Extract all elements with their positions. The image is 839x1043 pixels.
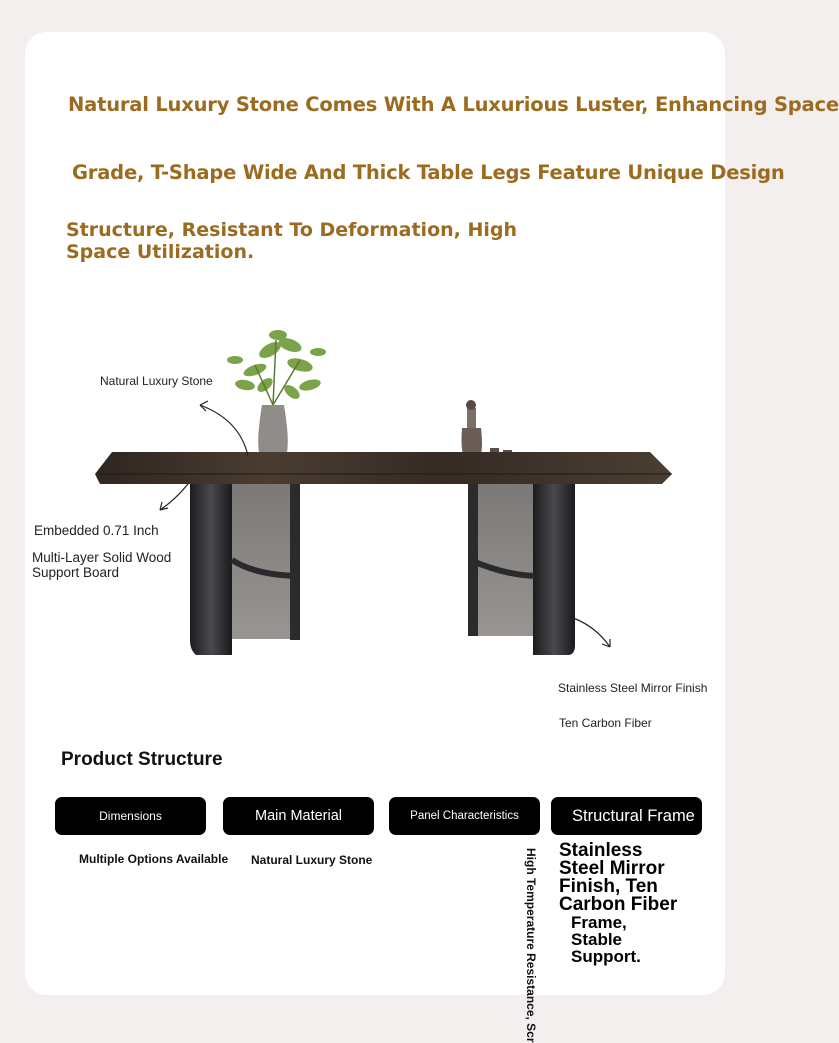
dimensions-value: Multiple Options Available — [79, 852, 229, 866]
annotation-top-stone: Natural Luxury Stone — [100, 374, 213, 388]
headline-line-2: Grade, T-Shape Wide And Thick Table Legs Feature Unique Design — [72, 161, 785, 184]
headline-line-3: Structure, Resistant To Deformation, High Space Utilization. — [66, 219, 518, 263]
main-material-value: Natural Luxury Stone — [251, 853, 373, 867]
structural-frame-value-line2: Frame, Stable Support. — [571, 913, 641, 966]
tab-main-material[interactable] — [223, 797, 374, 835]
right-table-leg — [468, 484, 575, 655]
annotation-embedded: Embedded 0.71 Inch — [34, 523, 159, 538]
annotation-carbon-fiber: Ten Carbon Fiber — [559, 716, 652, 730]
tab-panel-characteristics-label: Panel Characteristics — [410, 810, 519, 822]
plant-in-vase — [227, 330, 326, 462]
structural-frame-value — [559, 842, 699, 965]
tab-dimensions-label: Dimensions — [99, 809, 162, 823]
annotation-mirror-finish: Stainless Steel Mirror Finish — [558, 681, 708, 695]
structural-frame-value-line1: Stainless Steel Mirror Finish, Ten Carbon Fiber — [559, 840, 678, 915]
product-structure-title: Product Structure — [61, 749, 223, 770]
tab-structural-frame-label: Structural Frame — [572, 806, 695, 825]
headline-line-1: Natural Luxury Stone Comes With A Luxurious Luster, Enhancing Space — [68, 93, 839, 116]
annotation-support-board: Multi-Layer Solid Wood Support Board — [32, 550, 172, 580]
panel-characteristics-value: High Temperature Resistance, Scr — [524, 848, 538, 1043]
tab-dimensions[interactable] — [55, 797, 206, 835]
tab-main-material-label: Main Material — [254, 808, 343, 824]
tab-panel-characteristics[interactable] — [389, 797, 540, 835]
tab-structural-frame[interactable] — [551, 797, 702, 835]
left-table-leg — [190, 484, 300, 655]
stone-tabletop — [95, 452, 672, 484]
